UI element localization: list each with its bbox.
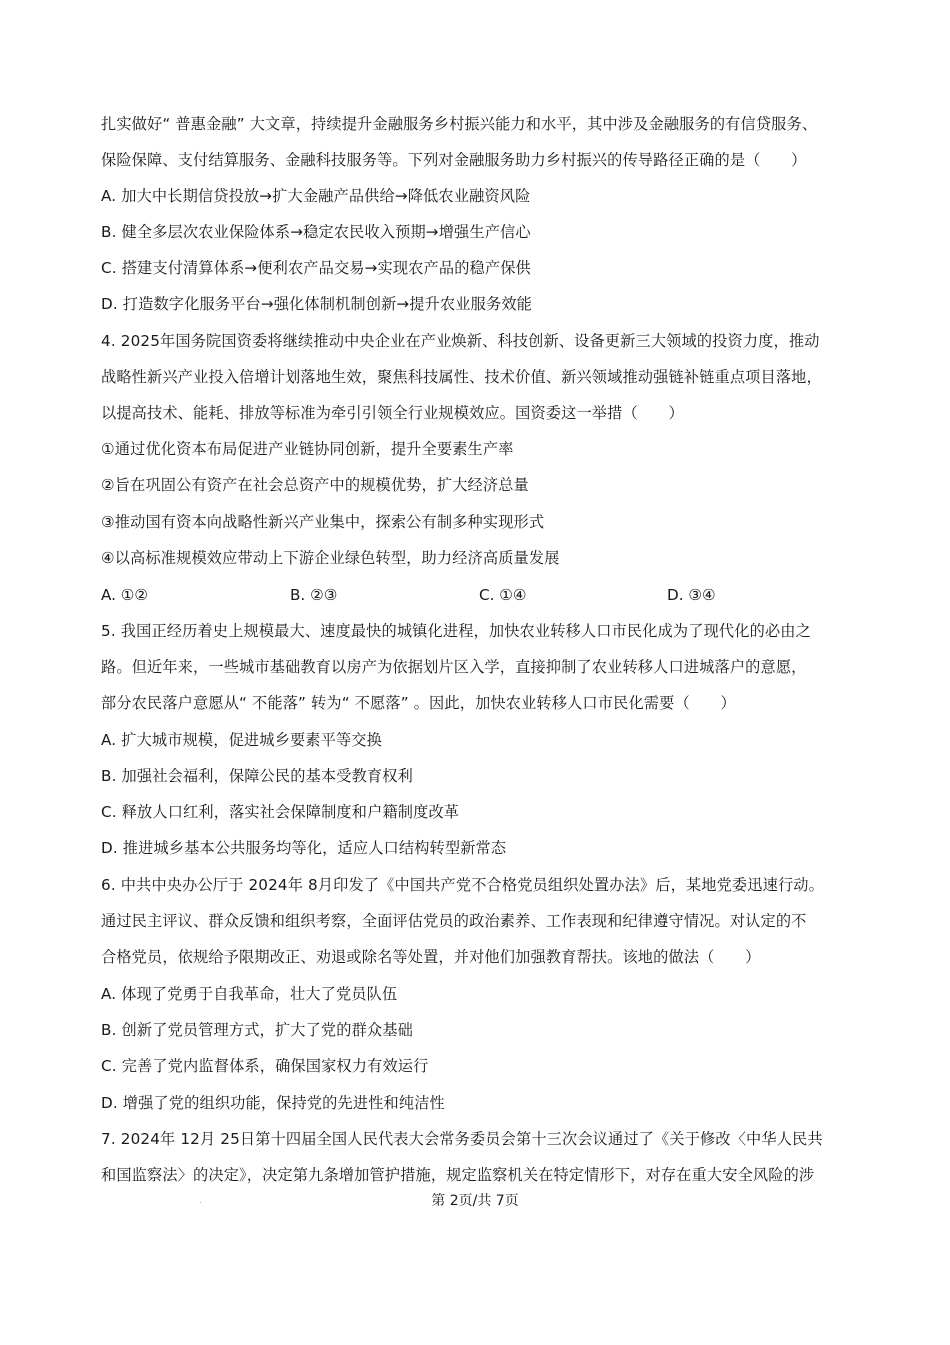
q6-option-b: B. 创新了党员管理方式，扩大了党的群众基础 bbox=[101, 1021, 413, 1039]
footer-dot: . bbox=[199, 1196, 202, 1205]
q3-stem-line-2: 保险保障、支付结算服务、金融科技服务等。下列对金融服务助力乡村振兴的传导路径正确的是（ ） bbox=[101, 151, 807, 169]
q6-option-c: C. 完善了党内监督体系，确保国家权力有效运行 bbox=[101, 1057, 429, 1075]
page-number: 第 2页/共 7页 bbox=[431, 1193, 519, 1209]
q6-stem-line-1: 6. 中共中央办公厅于 2024年 8月印发了《中国共产党不合格党员组织处置办法》后，某地党委迅速行动。 bbox=[101, 876, 824, 894]
q4-stem-line-2: 战略性新兴产业投入倍增计划落地生效，聚焦科技属性、技术价值、新兴领域推动强链补链重点项目落地， bbox=[101, 368, 822, 386]
q3-option-a: A. 加大中长期信贷投放→扩大金融产品供给→降低农业融资风险 bbox=[101, 187, 531, 205]
q5-option-d: D. 推进城乡基本公共服务均等化，适应人口结构转型新常态 bbox=[101, 839, 507, 857]
q3-option-c: C. 搭建支付清算体系→便利农产品交易→实现农产品的稳产保供 bbox=[101, 259, 531, 277]
q4-option-d: D. ③④ bbox=[667, 586, 716, 604]
q4-statement-1: ①通过优化资本布局促进产业链协同创新，提升全要素生产率 bbox=[101, 440, 514, 458]
q3-option-b: B. 健全多层次农业保险体系→稳定农民收入预期→增强生产信心 bbox=[101, 223, 531, 241]
q4-stem-line-1: 4. 2025年国务院国资委将继续推动中央企业在产业焕新、科技创新、设备更新三大领域的投资力度，推动 bbox=[101, 332, 820, 350]
q7-stem-line-1: 7. 2024年 12月 25日第十四届全国人民代表大会常务委员会第十三次会议通过了《关于修改〈中华人民共 bbox=[101, 1130, 823, 1148]
q6-option-d: D. 增强了党的组织功能，保持党的先进性和纯洁性 bbox=[101, 1094, 445, 1112]
q4-option-a: A. ①② bbox=[101, 586, 149, 604]
q7-stem-line-2: 和国监察法〉的决定》，决定第九条增加管护措施，规定监察机关在特定情形下，对存在重大安全风险的涉 bbox=[101, 1166, 815, 1184]
q5-stem-line-1: 5. 我国正经历着史上规模最大、速度最快的城镇化进程，加快农业转移人口市民化成为了现代化的必由之 bbox=[101, 622, 811, 640]
q6-option-a: A. 体现了党勇于自我革命，壮大了党员队伍 bbox=[101, 985, 398, 1003]
q3-option-d: D. 打造数字化服务平台→强化体制机制创新→提升农业服务效能 bbox=[101, 295, 532, 313]
q4-statement-4: ④以高标准规模效应带动上下游企业绿色转型，助力经济高质量发展 bbox=[101, 549, 560, 567]
q4-statement-3: ③推动国有资本向战略性新兴产业集中，探索公有制多种实现形式 bbox=[101, 513, 545, 531]
q3-stem-line-1: 扎实做好“ 普惠金融” 大文章，持续提升金融服务乡村振兴能力和水平，其中涉及金融服务的有信贷服务、 bbox=[101, 115, 818, 133]
q5-option-b: B. 加强社会福利，保障公民的基本受教育权利 bbox=[101, 767, 413, 785]
q4-option-b: B. ②③ bbox=[290, 586, 338, 604]
q6-stem-line-2: 通过民主评议、群众反馈和组织考察，全面评估党员的政治素养、工作表现和纪律遵守情况。对认定的不 bbox=[101, 912, 807, 930]
q5-stem-line-2: 路。但近年来，一些城市基础教育以房产为依据划片区入学，直接抑制了农业转移人口进城落户的意愿， bbox=[101, 658, 807, 676]
q4-statement-2: ②旨在巩固公有资产在社会总资产中的规模优势，扩大经济总量 bbox=[101, 476, 529, 494]
q4-stem-line-3: 以提高技术、能耗、排放等标准为牵引引领全行业规模效应。国资委这一举措（ ） bbox=[101, 404, 684, 422]
q4-option-c: C. ①④ bbox=[479, 586, 527, 604]
q5-option-a: A. 扩大城市规模，促进城乡要素平等交换 bbox=[101, 731, 382, 749]
q6-stem-line-3: 合格党员，依规给予限期改正、劝退或除名等处置，并对他们加强教育帮扶。该地的做法（ ） bbox=[101, 948, 761, 966]
q5-option-c: C. 释放人口红利，落实社会保障制度和户籍制度改革 bbox=[101, 803, 460, 821]
q5-stem-line-3: 部分农民落户意愿从“ 不能落” 转为“ 不愿落” 。因此，加快农业转移人口市民化需要（ ） bbox=[101, 694, 736, 712]
